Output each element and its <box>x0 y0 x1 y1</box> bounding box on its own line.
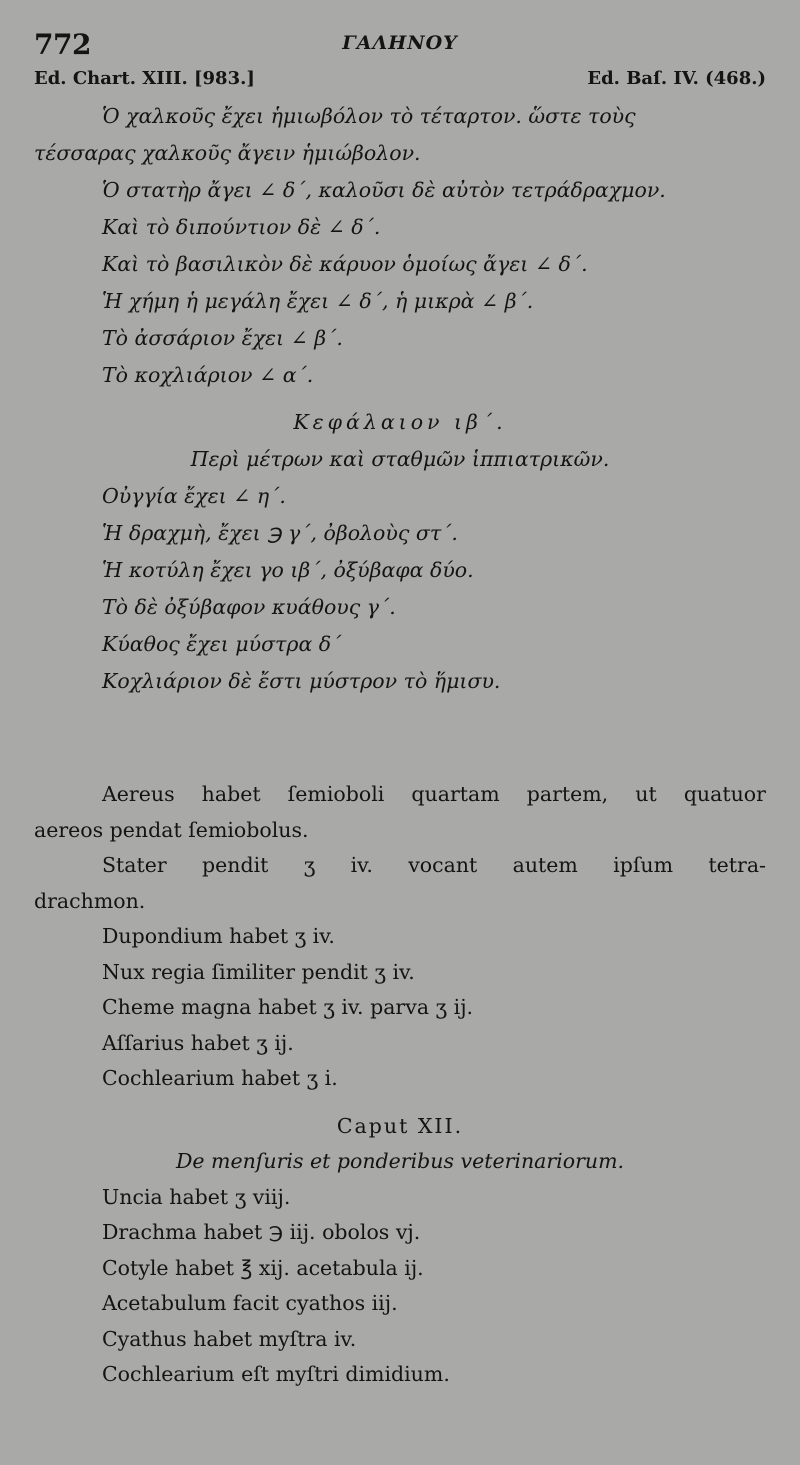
page-header <box>34 28 766 68</box>
greek-line: Τὸ κοχλιάριον ∠ α΄. <box>102 363 314 387</box>
page-number: 772 <box>34 28 91 61</box>
edition-reference-left: Ed. Chart. XIII. [983.] <box>34 68 255 89</box>
latin-paragraph-line: drachmon. <box>34 888 146 913</box>
greek-line: Ἡ χήμη ἡ μεγάλη ἔχει ∠ δ΄, ἡ μικρὰ ∠ β΄. <box>102 289 534 313</box>
greek-line: Οὐγγία ἔχει ∠ η΄. <box>102 484 286 508</box>
greek-line: Καὶ τὸ βασιλικὸν δὲ κάρυον ὁμοίως ἄγει ∠ δ΄. <box>102 252 588 276</box>
latin-line: Cotyle habet ℥ xij. acetabula ij. <box>102 1255 424 1280</box>
latin-line: Cochlearium habet ʒ i. <box>102 1066 338 1090</box>
greek-line: Τὸ δὲ ὀξύβαφον κυάθους γ΄. <box>102 595 396 619</box>
latin-line: Cyathus habet myſtra iv. <box>102 1326 357 1351</box>
greek-line: Ὁ στατὴρ ἄγει ∠ δ΄, καλοῦσι δὲ αὐτὸν τετράδραχμον. <box>102 178 666 202</box>
greek-line: Καὶ τὸ διπούντιον δὲ ∠ δ΄. <box>102 215 381 239</box>
edition-reference-row <box>34 68 766 94</box>
greek-chapter-title: Περὶ μέτρων καὶ σταθμῶν ἱππιατρικῶν. <box>190 447 610 471</box>
latin-paragraph-line: aereos pendat ſemiobolus. <box>34 817 309 842</box>
greek-line: Ἡ κοτύλη ἔχει γο ιβ΄, ὀξύβαφα δύο. <box>102 558 474 582</box>
word: tetra- <box>708 853 766 877</box>
latin-text <box>34 777 766 1393</box>
greek-line: Κοχλιάριον δὲ ἔστι μύστρον τὸ ἥμισυ. <box>102 669 501 693</box>
greek-line: Ἡ δραχμὴ, ἔχει ℈ γ΄, ὀβολοὺς στ΄. <box>102 521 458 545</box>
word: Aereus <box>102 782 175 806</box>
word: autem <box>512 853 578 877</box>
word: pendit <box>202 853 269 877</box>
spacer <box>34 394 766 404</box>
latin-line: Aſſarius habet ʒ ij. <box>102 1030 294 1055</box>
latin-paragraph-line <box>34 848 766 884</box>
spacer <box>34 1097 766 1107</box>
word: ſemioboli <box>287 782 385 806</box>
word: partem, <box>526 782 609 806</box>
word: ʒ <box>303 853 316 877</box>
latin-line: Cochlearium eſt myſtri dimidium. <box>102 1362 450 1386</box>
word: vocant <box>408 853 478 877</box>
running-title: ΓΑΛΗΝΟΥ <box>342 32 458 54</box>
latin-paragraph-line <box>34 777 766 813</box>
word: Stater <box>102 853 167 877</box>
word: ut <box>635 782 657 806</box>
latin-line: Dupondium habet ʒ iv. <box>102 924 335 948</box>
greek-paragraph-line: Ὁ χαλκοῦς ἔχει ἡμιωβόλον τὸ τέταρτον. ὥστε τοὺς <box>102 104 636 128</box>
word: quartam <box>411 782 500 806</box>
greek-line: Κύαθος ἔχει μύστρα δ΄ <box>102 632 342 656</box>
latin-line: Cheme magna habet ʒ iv. parva ʒ ij. <box>102 995 474 1019</box>
word: iv. <box>350 853 373 877</box>
latin-line: Acetabulum facit cyathos iij. <box>102 1291 398 1315</box>
latin-line: Uncia habet ʒ viij. <box>102 1184 291 1209</box>
greek-text <box>34 98 766 700</box>
greek-chapter-heading: Κεφάλαιον ιβ΄. <box>293 410 507 434</box>
edition-reference-right: Ed. Baſ. IV. (468.) <box>587 68 766 89</box>
word: quatuor <box>683 782 766 806</box>
latin-chapter-heading: Caput XII. <box>336 1113 464 1138</box>
latin-line: Drachma habet ℈ iij. obolos vj. <box>102 1220 421 1244</box>
greek-paragraph-line: τέσσαρας χαλκοῦς ἄγειν ἡμιώβολον. <box>34 141 421 165</box>
latin-chapter-title: De menſuris et ponderibus veterinariorum. <box>175 1149 625 1173</box>
word: habet <box>201 782 261 806</box>
latin-line: Nux regia ſimiliter pendit ʒ iv. <box>102 959 415 984</box>
word: ipſum <box>613 853 674 877</box>
greek-line: Τὸ ἀσσάριον ἔχει ∠ β΄. <box>102 326 343 350</box>
